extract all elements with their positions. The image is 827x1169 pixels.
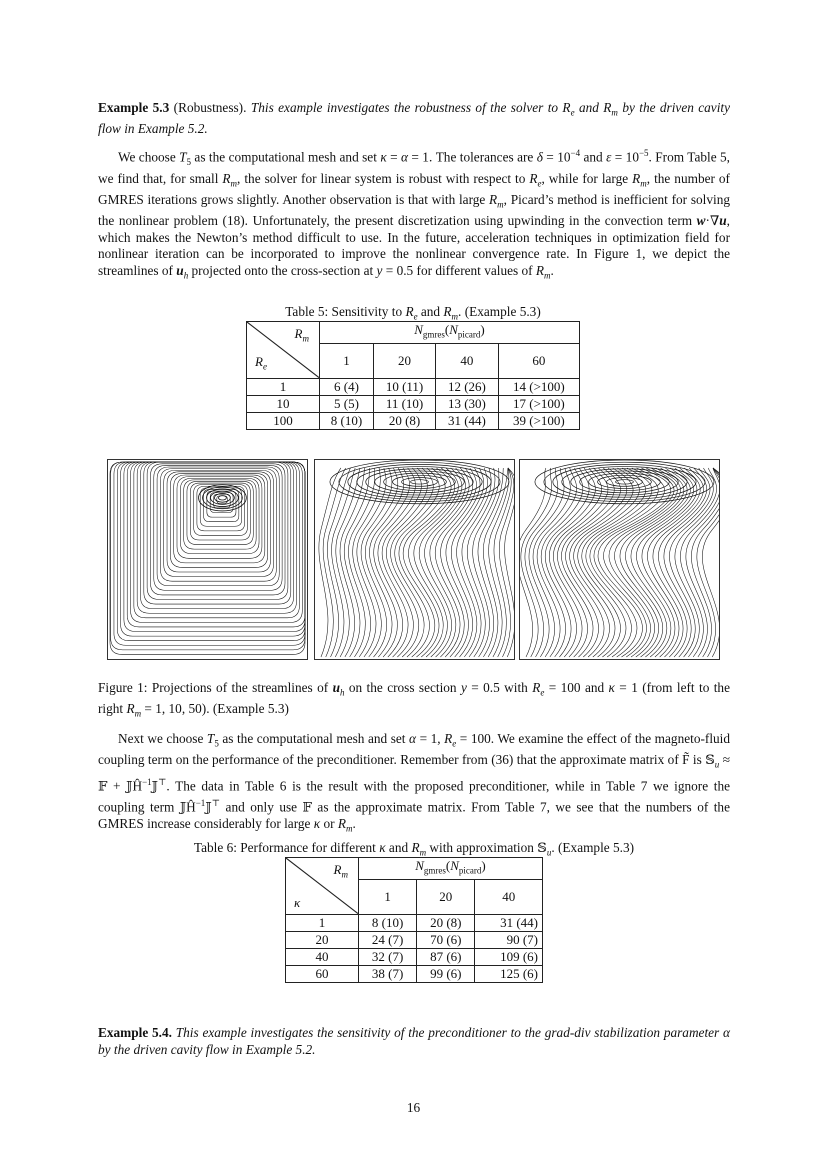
table-6-header: $N_{gmres}(N_{picard})$ [359,858,543,880]
table-row: 10 5 (5) 11 (10) 13 (30) 17 (>100) [247,395,580,412]
table-6-col-1: 1 [359,879,417,914]
example-5-4-text: This example investigates the sensitivity of the preconditioner to the grad-div stabilization parameter α by the driven cavity flow in Example 5.2. [98,1025,730,1057]
table-5-corner: $R_m$ $R_e$ [247,322,320,379]
table-5-col-1: 1 [320,343,374,378]
streamline-plot-rm-1 [107,459,308,660]
page-number: 16 [406,1100,421,1115]
example-5-3-intro [98,100,730,138]
streamline-plot-rm-10 [314,459,515,660]
table-6-caption: Table 6: Performance for different κ and $R_m$ with approximation 𝕊$_u$. (Example 5.3) [193,840,635,858]
table-row: 20 24 (7) 70 (6) 90 (7) [286,931,543,948]
table-row: 100 8 (10) 20 (8) 31 (44) 39 (>100) [247,412,580,429]
streamline-plot-rm-50 [519,459,720,660]
table-row: 1 6 (4) 10 (11) 12 (26) 14 (>100) [247,378,580,395]
example-5-4 [98,1025,730,1058]
table-5-col-20: 20 [374,343,436,378]
figure-1-caption: Figure 1: Projections of the streamlines of $u_h$ on the cross section y = 0.5 with $R_e = 100$ and κ = 1 (from left to the right $R_m = 1$, 10, 50). (Example 5.3) [98,680,730,719]
table-5 [246,321,580,430]
table-5-col-40: 40 [436,343,499,378]
table-5-header: $N_{gmres}(N_{picard})$ [320,322,580,344]
table-5-caption: Table 5: Sensitivity to $R_e$ and $R_m$. (Example 5.3) [285,304,541,322]
table-row: 60 38 (7) 99 (6) 125 (6) [286,965,543,982]
table-6-col-20: 20 [417,879,475,914]
example-5-4-label: Example 5.4. [98,1025,172,1040]
paragraph-1: We choose $T_5$ as the computational mesh and set κ = α = 1. The tolerances are $\delta = 10^{-4}$ and $\varepsilon = 10^{-5}$. From Table 5, we find that, for small $R_m$, the solver for linear system is robust with respect to $R_e$, while for large $R_m$, the number of GMRES iterations grows slightly. Another observation is that with large $R_m$, Picard’s method is inefficient for solving the nonlinear problem (18). Unfortunately, the present discretization using upwinding in the convection term w·∇u, which makes the Newton’s method difficult to use. In the future, acceleration techniques in optimization field for nonlinear iteration can be incorporated to improve the nonlinear convergence rate. In Figure 1, we depict the streamlines of $u_h$ projected onto the cross-section at y = 0.5 for different values of $R_m$. [98,148,730,281]
table-6-col-40: 40 [475,879,543,914]
example-5-3-lead: This example investigates the robustness of the solver to $R_e$ and $R_m$ by the driven cavity flow in Example 5.2. [98,100,731,137]
table-6 [285,857,543,983]
example-5-3-label-paren: (Robustness). [173,100,247,115]
table-5-col-60: 60 [498,343,579,378]
example-5-3-label: Example 5.3 [98,100,170,115]
table-row: 40 32 (7) 87 (6) 109 (6) [286,948,543,965]
table-row: 1 8 (10) 20 (8) 31 (44) [286,914,543,931]
table-6-corner: $R_m$ κ [286,858,359,915]
paragraph-2: Next we choose $T_5$ as the computational mesh and set α = 1, $R_e = 100$. We examine the effect of the magneto-fluid coupling term on the performance of the preconditioner. Remember from (36) that the approximate matrix of F̃ is 𝕊$_u$ ≈ 𝔽 + 𝕁Ĥ$^{-1}$𝕁⊤. The data in Table 6 is the result with the proposed preconditioner, while in Table 7 we ignore the coupling term 𝕁Ĥ$^{-1}$𝕁⊤ and only use 𝔽 as the approximate matrix. From Table 7, we see that the numbers of the GMRES increase considerably for large κ or $R_m$. [98,731,731,834]
